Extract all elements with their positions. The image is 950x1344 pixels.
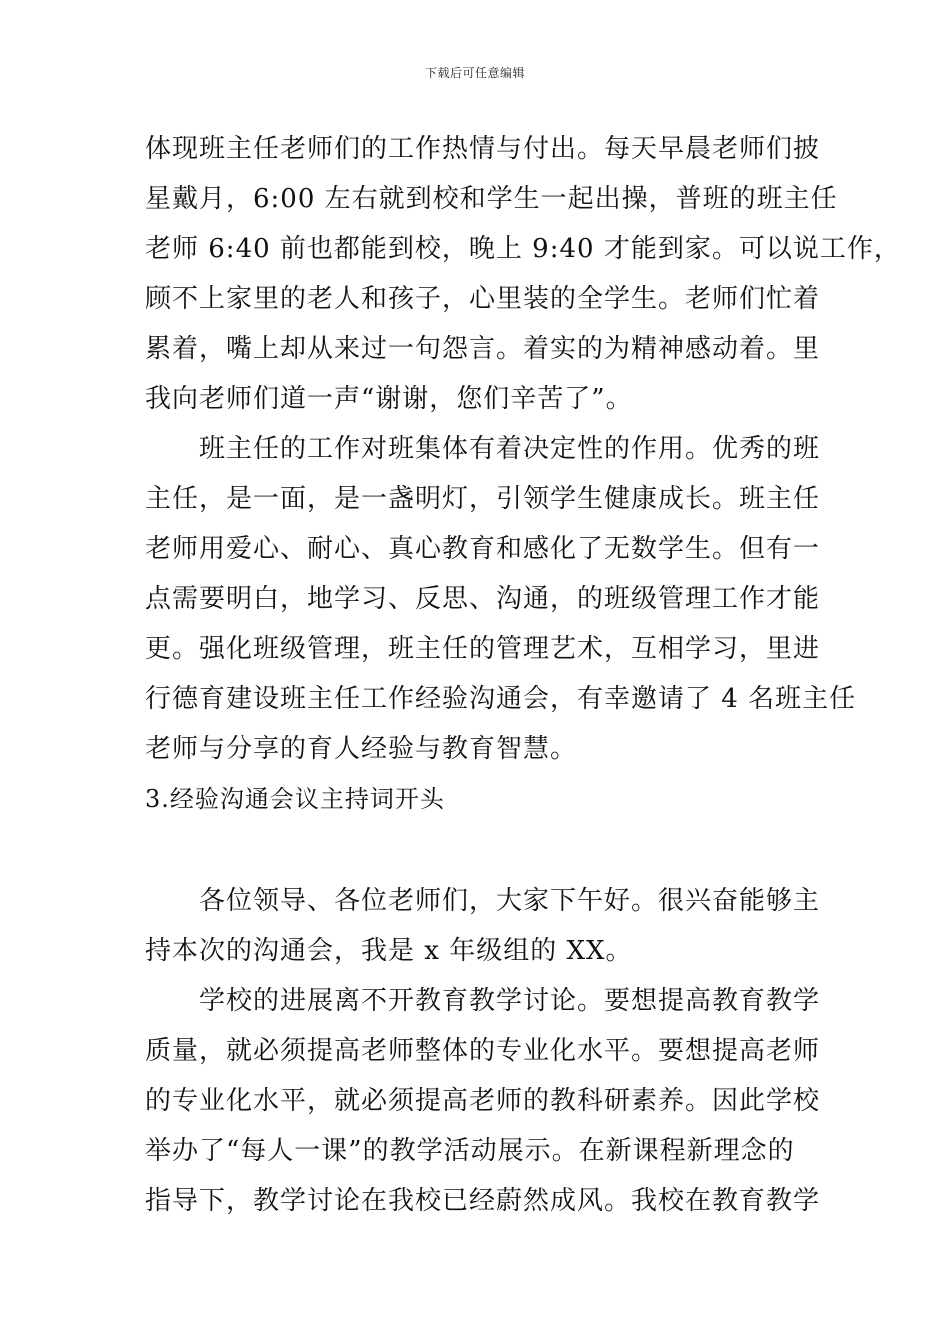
- text-line: 各位领导、各位老师们，大家下午好。很兴奋能够主: [199, 886, 821, 916]
- text-line: 的专业化水平，就必须提高老师的教科研素养。因此学校: [145, 1086, 821, 1116]
- text-line: 点需要明白，地学习、反思、沟通，的班级管理工作才能: [145, 584, 821, 614]
- text-line: 老师与分享的育人经验与教育智慧。: [145, 734, 578, 764]
- text-line: 班主任的工作对班集体有着决定性的作用。优秀的班: [199, 434, 821, 464]
- text-line: 体现班主任老师们的工作热情与付出。每天早晨老师们披: [145, 134, 821, 164]
- blank-spacer: [145, 824, 835, 876]
- text-line: 质量，就必须提高老师整体的专业化水平。要想提高老师: [145, 1036, 821, 1066]
- text-line: 持本次的沟通会，我是 x 年级组的 XX。: [145, 936, 633, 966]
- paragraph-1: [145, 124, 901, 424]
- page-header: 下载后可任意编辑: [424, 66, 525, 80]
- text-line: 学校的进展离不开教育教学讨论。要想提高教育教学: [199, 986, 821, 1016]
- text-line: 主任，是一面，是一盏明灯，引领学生健康成长。班主任: [145, 484, 821, 514]
- text-line: 星戴月，6:00 左右就到校和学生一起出操，普班的班主任: [145, 184, 838, 214]
- paragraph-2: [145, 424, 857, 774]
- section-heading: 3.经验沟通会议主持词开头: [145, 785, 445, 813]
- document-body: [145, 124, 901, 1226]
- text-line: 更。强化班级管理，班主任的管理艺术，互相学习，里进: [145, 634, 821, 664]
- paragraph-4: [145, 976, 835, 1226]
- text-line: 累着，嘴上却从来过一句怨言。着实的为精神感动着。里: [145, 334, 821, 364]
- text-line: 顾不上家里的老人和孩子，心里装的全学生。老师们忙着: [145, 284, 821, 314]
- text-line: 老师用爱心、耐心、真心教育和感化了无数学生。但有一: [145, 534, 821, 564]
- paragraph-3: [145, 876, 835, 976]
- text-line: 我向老师们道一声“谢谢，您们辛苦了”。: [145, 384, 633, 414]
- text-line: 举办了“每人一课”的教学活动展示。在新课程新理念的: [145, 1136, 795, 1166]
- text-line: 指导下，教学讨论在我校已经蔚然成风。我校在教育教学: [145, 1186, 821, 1216]
- text-line: 老师 6:40 前也都能到校，晚上 9:40 才能到家。可以说工作，: [145, 234, 901, 264]
- text-line: 行德育建设班主任工作经验沟通会，有幸邀请了 4 名班主任: [145, 684, 857, 714]
